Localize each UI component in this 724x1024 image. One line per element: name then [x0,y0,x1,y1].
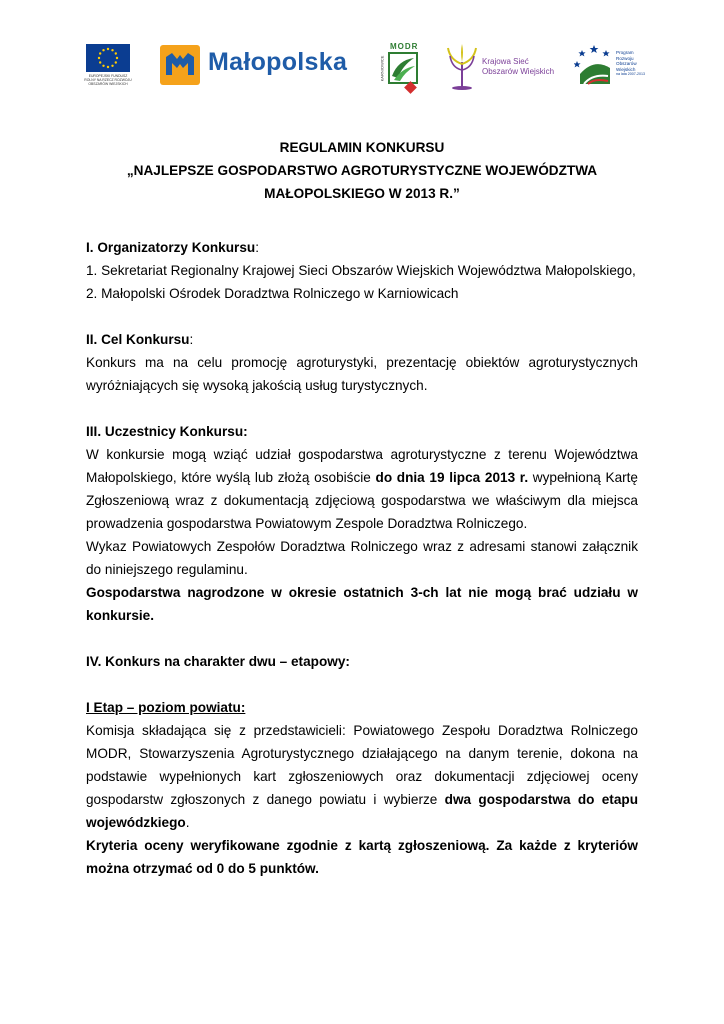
prow-text [616,50,645,78]
prow-line1: Program [616,50,634,55]
prow-line4: Wiejskich [616,66,636,72]
document-body [86,136,638,880]
section2-heading-line [86,328,638,351]
prow-line2: Rozwoju [616,55,634,61]
malopolska-name: Małopolska [208,48,348,76]
section4-heading: IV. Konkurs na charakter dwu – etapowy: [86,654,350,669]
section1-item2: 2. Małopolski Ośrodek Doradztwa Rolniczego w Karniowicach [86,286,459,301]
ksow-line2: Obszarów Wiejskich [482,67,555,76]
section1-colon: : [255,240,259,255]
stage1-paragraph1 [86,719,638,834]
modr-logo [378,42,422,96]
section1-heading-line [86,236,638,259]
title-line3: MAŁOPOLSKIEGO W 2013 R.” [264,186,460,201]
section3-p1-part2: wypełnioną Kartę Zgłoszeniową wraz z dokumentacją zdjęciową gospodarstwa we właściwym dla miejsca prowadzenia gospodarstwa Powiatowym Zespole Doradztwa Rolniczego. [86,470,638,531]
modr-name: MODR [390,42,419,51]
stage1-p1-part2: . [185,815,190,830]
section3-heading: III. Uczestnicy Konkursu: [86,424,248,439]
section3-deadline: do dnia 19 lipca 2013 r. [375,470,529,485]
logo-strip [84,38,645,98]
section3-paragraph1 [86,443,638,535]
ksow-logo [444,42,556,94]
section1-item1: 1. Sekretariat Regionalny Krajowej Sieci Obszarów Wiejskich Województwa Małopolskiego, [86,263,636,278]
prow-logo [574,42,645,94]
stage1-selection: dwa gospodarstwa do etapu wojewódzkiego [86,792,639,830]
eu-flag-icon [86,44,130,72]
stage1-heading: I Etap – poziom powiatu: [86,700,246,715]
modr-emblem-icon [388,52,418,96]
section1-heading: I. Organizatorzy Konkursu [86,240,256,255]
section3-paragraph3: Gospodarstwa nagrodzone w okresie ostatnich 3-ch lat nie mogą brać udziału w konkursie. [86,585,638,623]
section2-colon: : [189,332,194,347]
eu-caption: EUROPEJSKI FUNDUSZ ROLNY NA RZECZ ROZWOJU OBSZARÓW WIEJSKICH [84,74,132,87]
stage1-p1-part1: Komisja składająca się z przedstawicieli: Powiatowego Zespołu Doradztwa Rolniczego MODR, Stowarzyszenia Agroturystycznego działającego na danym terenie, dokona na podstawie wypełnionych kart zgłoszeniowych oraz dokumentacji zdjęciowej oceny gospodarstw zgłoszonych z danego powiatu i wybierze [86,723,638,807]
title-line1: REGULAMIN KONKURSU [279,140,445,155]
stage1-paragraph2: Kryteria oceny weryfikowane zgodnie z kartą zgłoszeniową. Za każde z kryteriów można otrzymać od 0 do 5 punktów. [86,838,638,876]
section3-paragraph2: Wykaz Powiatowych Zespołów Doradztwa Rolniczego wraz z adresami stanowi załącznik do niniejszego regulaminu. [86,539,638,577]
section2-heading: II. Cel Konkursu [86,332,190,347]
ksow-line1: Krajowa Sieć [482,57,529,66]
malopolska-logo [160,43,360,87]
prow-line3: Obszarów [616,61,637,67]
malopolska-emblem-icon [160,45,200,85]
ksow-emblem-icon [444,42,480,92]
title-line2: „NAJLEPSZE GOSPODARSTWO AGROTURYSTYCZNE WOJEWÓDZTWA [126,163,598,178]
section2-text: Konkurs ma na celu promocję agroturystyki, prezentację obiektów agroturystycznych wyróżniających się wysoką jakością usług turystycznych. [86,355,638,393]
prow-emblem-icon [574,44,614,88]
modr-side-label: KARNIOWICE [379,55,385,82]
prow-line5: na lata 2007-2013 [616,72,645,77]
section3-p1-part1: W konkursie mogą wziąć udział gospodarstwa agroturystyczne z terenu Województwa Małopolskiego, które wyślą lub złożą osobiście [86,447,638,485]
eu-logo [84,44,132,94]
